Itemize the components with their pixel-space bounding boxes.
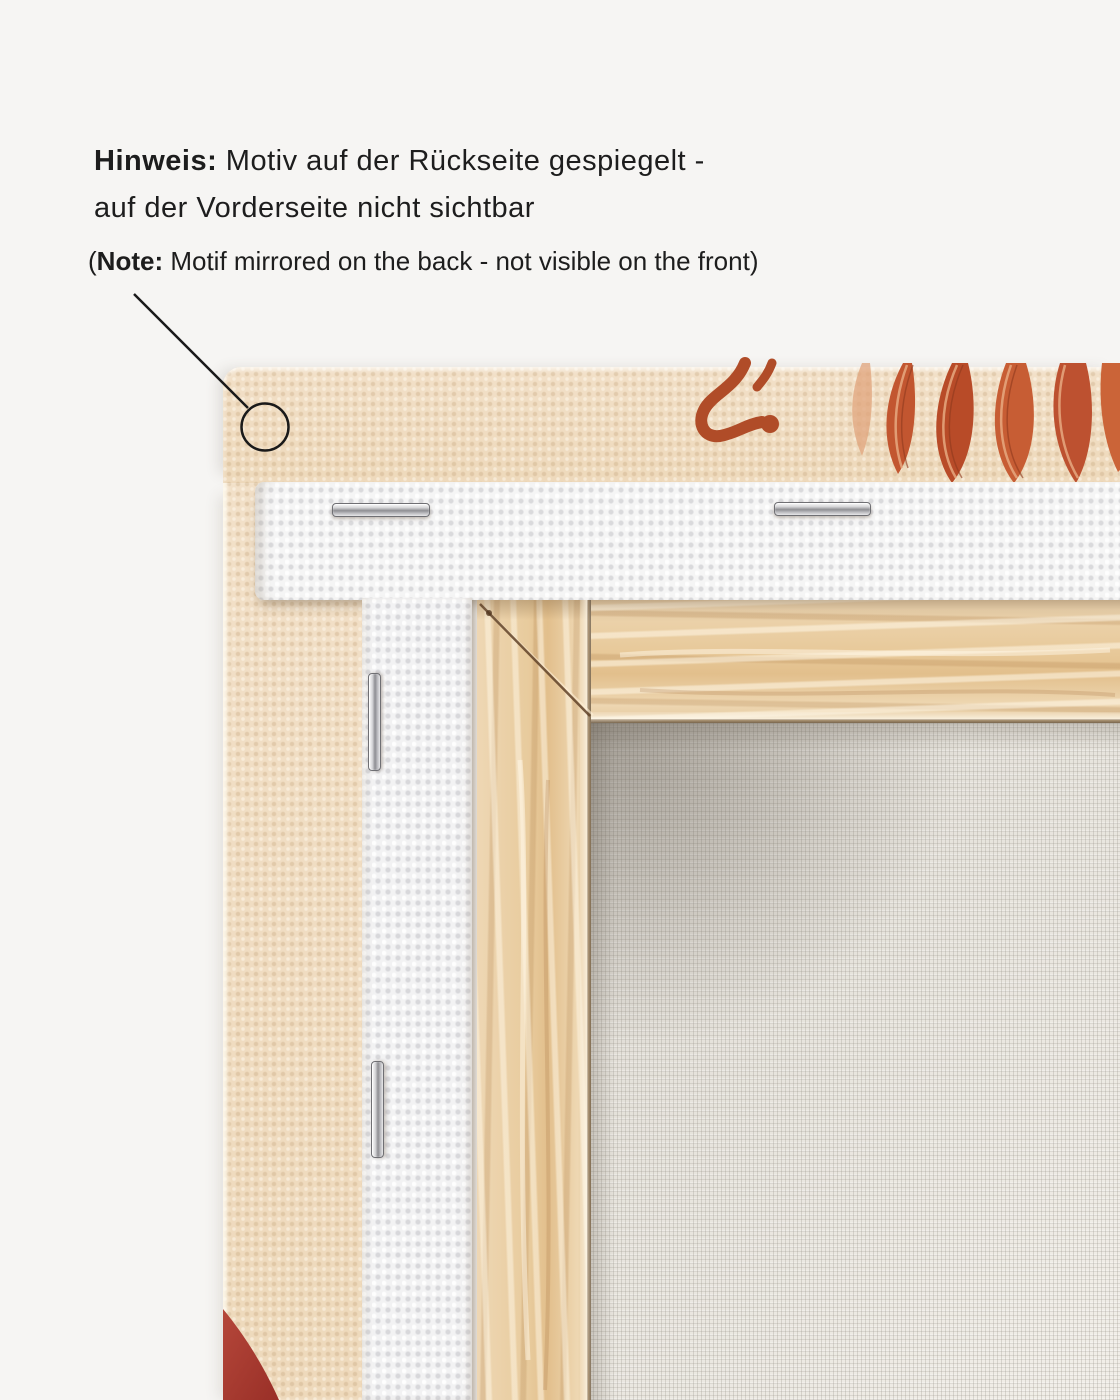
note-de-line2: auf der Vorderseite nicht sichtbar (94, 192, 535, 224)
canvas-back-print-top-band (223, 367, 1120, 484)
stretcher-bar-left (477, 600, 591, 1400)
canvas-fold-strip-horizontal (255, 482, 1120, 600)
canvas-back-print-left-band (223, 483, 363, 1400)
note-en-paren: ( (88, 246, 97, 276)
inner-canvas-back (585, 715, 1120, 1400)
staple-vertical-2 (371, 1061, 384, 1158)
note-de-line1-rest: Motiv auf der Rückseite gespiegelt - (217, 145, 705, 177)
note-de-bold-label: Hinweis: (94, 145, 218, 177)
staple-vertical-1 (368, 673, 381, 771)
product-note-english (88, 245, 1028, 277)
product-note-german (88, 138, 988, 232)
note-de-line1 (88, 138, 988, 185)
staple-horizontal-1 (332, 503, 430, 517)
note-en-bold-label: Note: (96, 246, 164, 276)
staple-horizontal-2 (774, 502, 871, 516)
note-en-rest: Motif mirrored on the back - not visible on the front) (163, 246, 759, 276)
